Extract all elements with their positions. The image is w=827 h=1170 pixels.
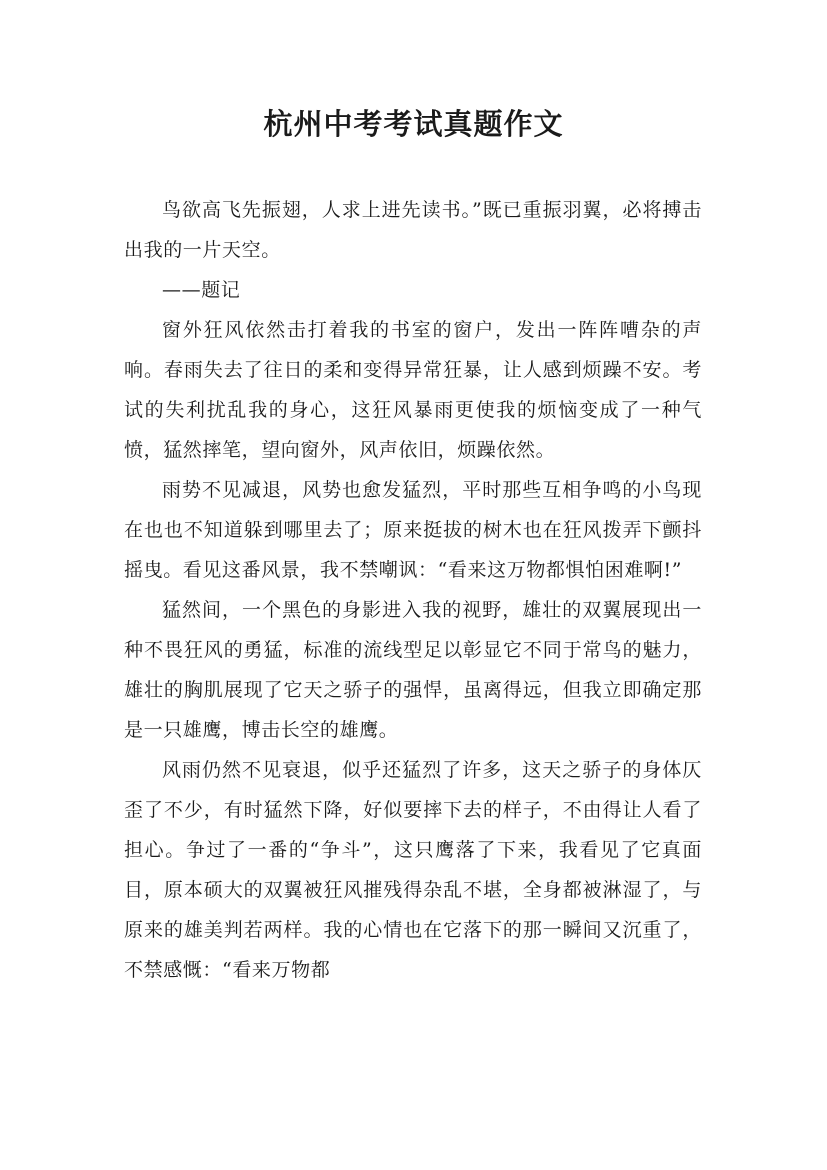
body-paragraph: 风雨仍然不见衰退，似乎还猛烈了许多，这天之骄子的身体仄歪了不少，有时猛然下降，好似要摔下去的样子，不由得让人看了担心。争过了一番的“争斗”，这只鹰落了下来，我看见了它真面目，原本硕大的双翼被狂风摧残得杂乱不堪，全身都被淋湿了，与原来的雄美判若两样。我的心情也在它落下的那一瞬间又沉重了，不禁感慨：“看来万物都	[124, 759, 702, 981]
body-paragraph: 猛然间，一个黑色的身影进入我的视野，雄壮的双翼展现出一种不畏狂风的勇猛，标准的流线型足以彰显它不同于常鸟的魅力，雄壮的胸肌展现了它天之骄子的强悍，虽离得远，但我立即确定那是一只雄鹰，博击长空的雄鹰。	[124, 599, 702, 741]
document-title: 杭州中考考试真题作文	[263, 107, 564, 141]
body-paragraph: 窗外狂风依然击打着我的书室的窗户，发出一阵阵嘈杂的声响。春雨失去了往日的柔和变得异常狂暴，让人感到烦躁不安。考试的失利扰乱我的身心，这狂风暴雨更使我的烦恼变成了一种气愤，猛然摔笔，望向窗外，风声依旧，烦躁依然。	[124, 319, 702, 461]
epigraph-attribution: ——题记	[162, 279, 241, 301]
epigraph-paragraph: 鸟欲高飞先振翅，人求上进先读书。”既已重振羽翼，必将搏击出我的一片天空。	[124, 199, 702, 261]
body-paragraph: 雨势不见减退，风势也愈发猛烈，平时那些互相争鸣的小鸟现在也也不知道躲到哪里去了；原来挺拔的树木也在狂风拨弄下颤抖摇曳。看见这番风景，我不禁嘲讽：“看来这万物都惧怕困难啊!”	[124, 479, 702, 581]
document-body	[124, 190, 702, 990]
